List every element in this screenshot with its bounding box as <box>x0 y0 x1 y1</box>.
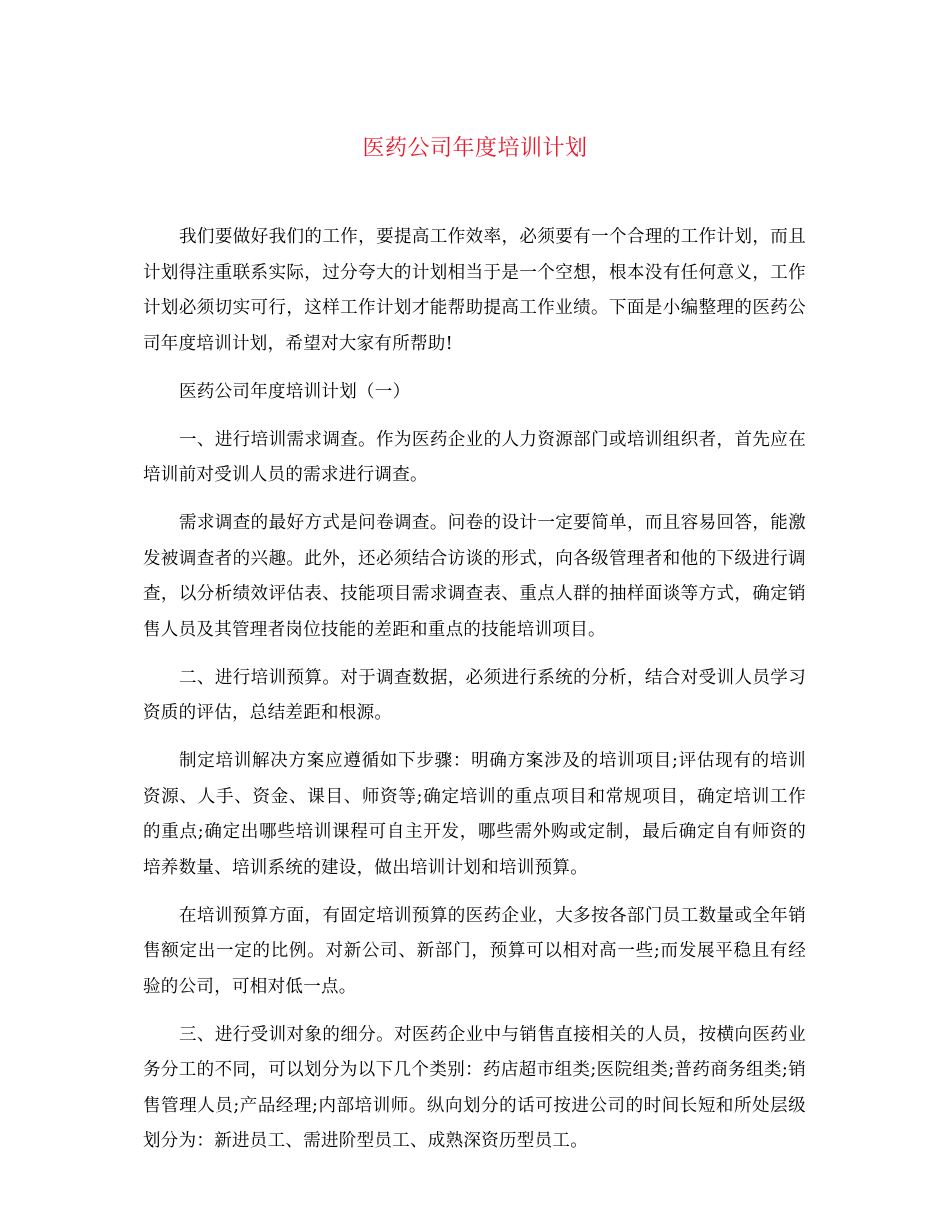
section-heading: 医药公司年度培训计划（一） <box>179 381 411 402</box>
paragraph: 在培训预算方面，有固定培训预算的医药企业，大多按各部门员工数量或全年销售额定出一定的比例。对新公司、新部门，预算可以相对高一些;而发展平稳且有经验的公司，可相对低一点。 <box>143 905 806 997</box>
paragraph: 需求调查的最好方式是问卷调查。问卷的设计一定要简单，而且容易回答，能激发被调查者的兴趣。此外，还必须结合访谈的形式，向各级管理者和他的下级进行调查，以分析绩效评估表、技能项目需求调查表、重点人群的抽样面谈等方式，确定销售人员及其管理者岗位技能的差距和重点的技能培训项目。 <box>143 513 806 640</box>
paragraph: 三、进行受训对象的细分。对医药企业中与销售直接相关的人员，按横向医药业务分工的不同，可以划分为以下几个类别：药店超市组类;医院组类;普药商务组类;销售管理人员;产品经理;内部培训师。纵向划分的话可按进公司的时间长短和所处层级划分为：新进员工、需进阶型员工、成熟深资历型员工。 <box>143 1024 806 1151</box>
document-title: 医药公司年度培训计划 <box>362 136 588 161</box>
intro-paragraph: 我们要做好我们的工作，要提高工作效率，必须要有一个合理的工作计划，而且计划得注重联系实际，过分夸大的计划相当于是一个空想，根本没有任何意义，工作计划必须切实可行，这样工作计划才能帮助提高工作业绩。下面是小编整理的医药公司年度培训计划，希望对大家有所帮助! <box>143 227 806 354</box>
paragraph: 二、进行培训预算。对于调查数据，必须进行系统的分析，结合对受训人员学习资质的评估，总结差距和根源。 <box>143 667 806 723</box>
paragraph: 制定培训解决方案应遵循如下步骤：明确方案涉及的培训项目;评估现有的培训资源、人手、资金、课目、师资等;确定培训的重点项目和常规项目，确定培训工作的重点;确定出哪些培训课程可自主开发，哪些需外购或定制，最后确定自有师资的培养数量、培训系统的建设，做出培训计划和培训预算。 <box>143 751 806 878</box>
paragraph: 一、进行培训需求调查。作为医药企业的人力资源部门或培训组织者，首先应在培训前对受训人员的需求进行调查。 <box>143 429 806 485</box>
document-body <box>143 220 806 1172</box>
